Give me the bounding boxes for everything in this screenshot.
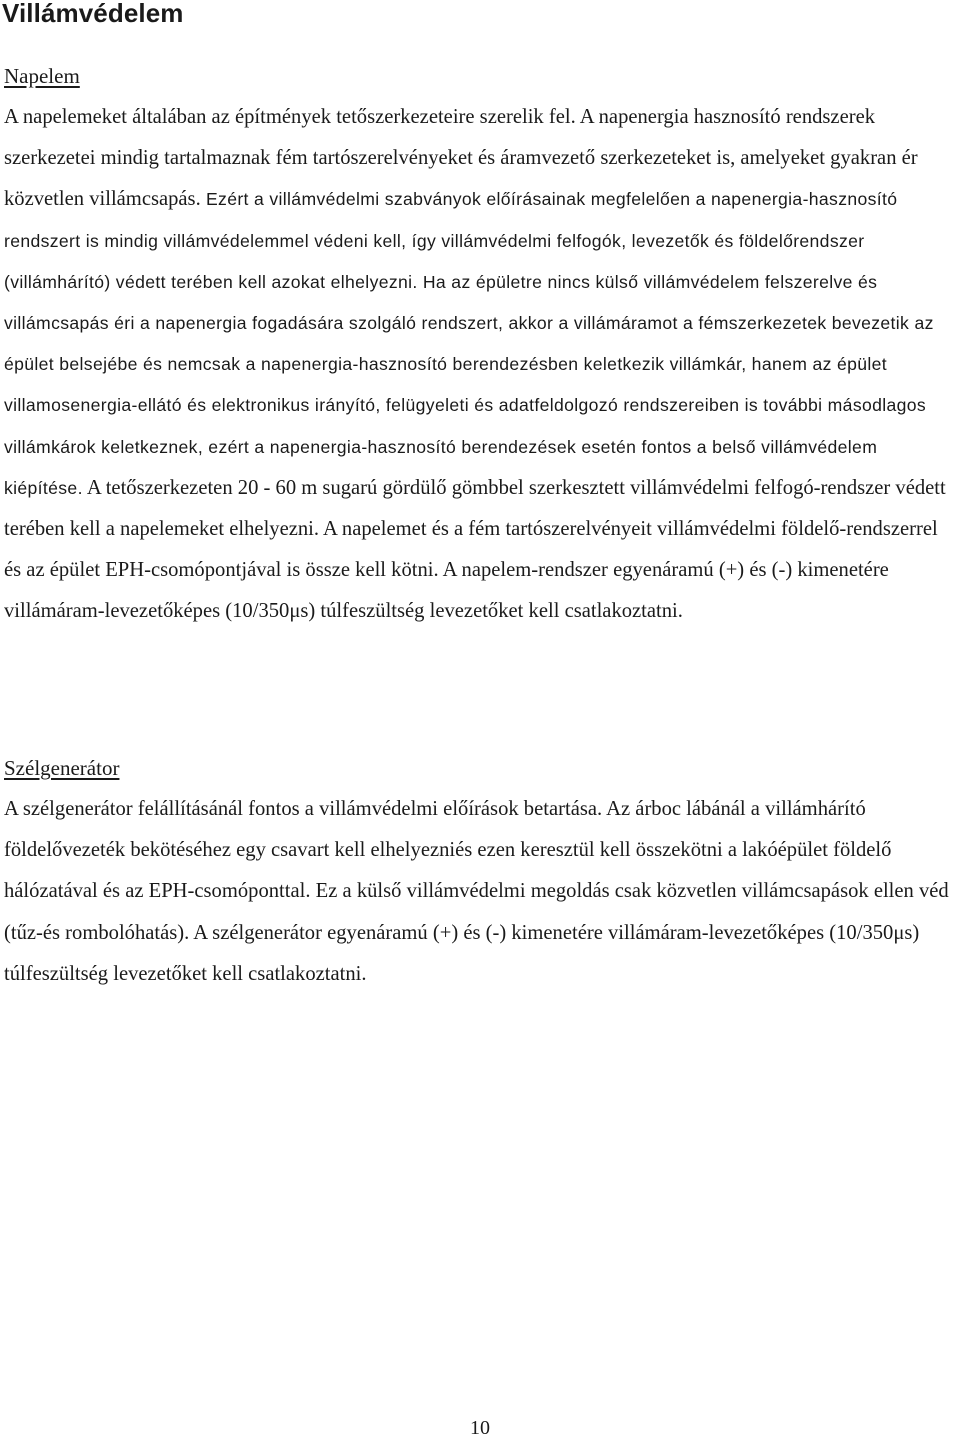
napelem-text-2: Ezért a villámvédelmi szabványok előírásainak megfelelően a napenergia-hasznosító rendszert is mindig villámvédelemmel védeni kell, így villámvédelmi felfogók, levezetők és földelőrendszer (villámhárító) védett terében kell azokat elhelyezni.	[4, 189, 898, 292]
szelgenerator-text: A szélgenerátor felállításánál fontos a villámvédelmi előírások betartása. Az árboc lábánál a villámhárító földelővezeték bekötéséhez egy csavart kell elhelyezniés ezen keresztül kell összekötni a lakóépület földelő hálózatával és az EPH-csomóponttal. Ez a külső villámvédelmi megoldás csak közvetlen villámcsapások ellen véd (tűz-és rombolóhatás). A szélgenerátor egyenáramú (+) és (-) kimenetére villámáram-levezetőképes (10/350μs) túlfeszültség levezetőket kell csatlakoztatni.	[4, 798, 949, 985]
section-napelem	[4, 56, 959, 633]
section-szelgenerator	[4, 748, 959, 995]
szelgenerator-paragraph	[4, 789, 959, 995]
section-heading-napelem: Napelem	[4, 64, 80, 88]
section-heading-szelgenerator: Szélgenerátor	[4, 756, 120, 780]
napelem-paragraph	[4, 97, 959, 633]
napelem-text-3: Ha az épületre nincs külső villámvédelem felszerelve és villámcsapás éri a napenergia fogadására szolgáló rendszert, akkor a villámáramot a fémszerkezetek bevezetik az épület belsejébe és nemcsak a napenergia-hasznosító berendezésben keletkezik villámkár, hanem az épület villamosenergia-ellátó és elektronikus irányító, felügyeleti és adatfeldolgozó rendszereiben is további másodlagos villámkárok keletkeznek, ezért a napenergia-hasznosító berendezések esetén fontos a belső villámvédelem kiépítése.	[4, 271, 934, 498]
napelem-text-4: A tetőszerkezeten 20 - 60 m sugarú gördülő gömbbel szerkesztett villámvédelmi felfogó-rendszer védett terében kell a napelemeket elhelyezni. A napelemet és a fém tartószerelvényeit villámvédelmi földelő-rendszerrel és az épület EPH-csomópontjával is össze kell kötni. A napelem-rendszer egyenáramú (+) és (-) kimenetére villámáram-levezetőképes (10/350μs) túlfeszültség levezetőket kell csatlakoztatni.	[4, 476, 946, 623]
page-title: Villámvédelem	[2, 0, 184, 28]
napelem-text-1: A napelemeket általában az építmények tetőszerkezeteire szerelik fel. A napenergia hasznosító rendszerek szerkezetei mindig tartalmaznak fém tartószerelvényeket és áramvezető szerkezeteket is, amelyeket gyakran ér közvetlen villámcsapás.	[4, 106, 918, 211]
page-number: 10	[470, 1417, 490, 1439]
